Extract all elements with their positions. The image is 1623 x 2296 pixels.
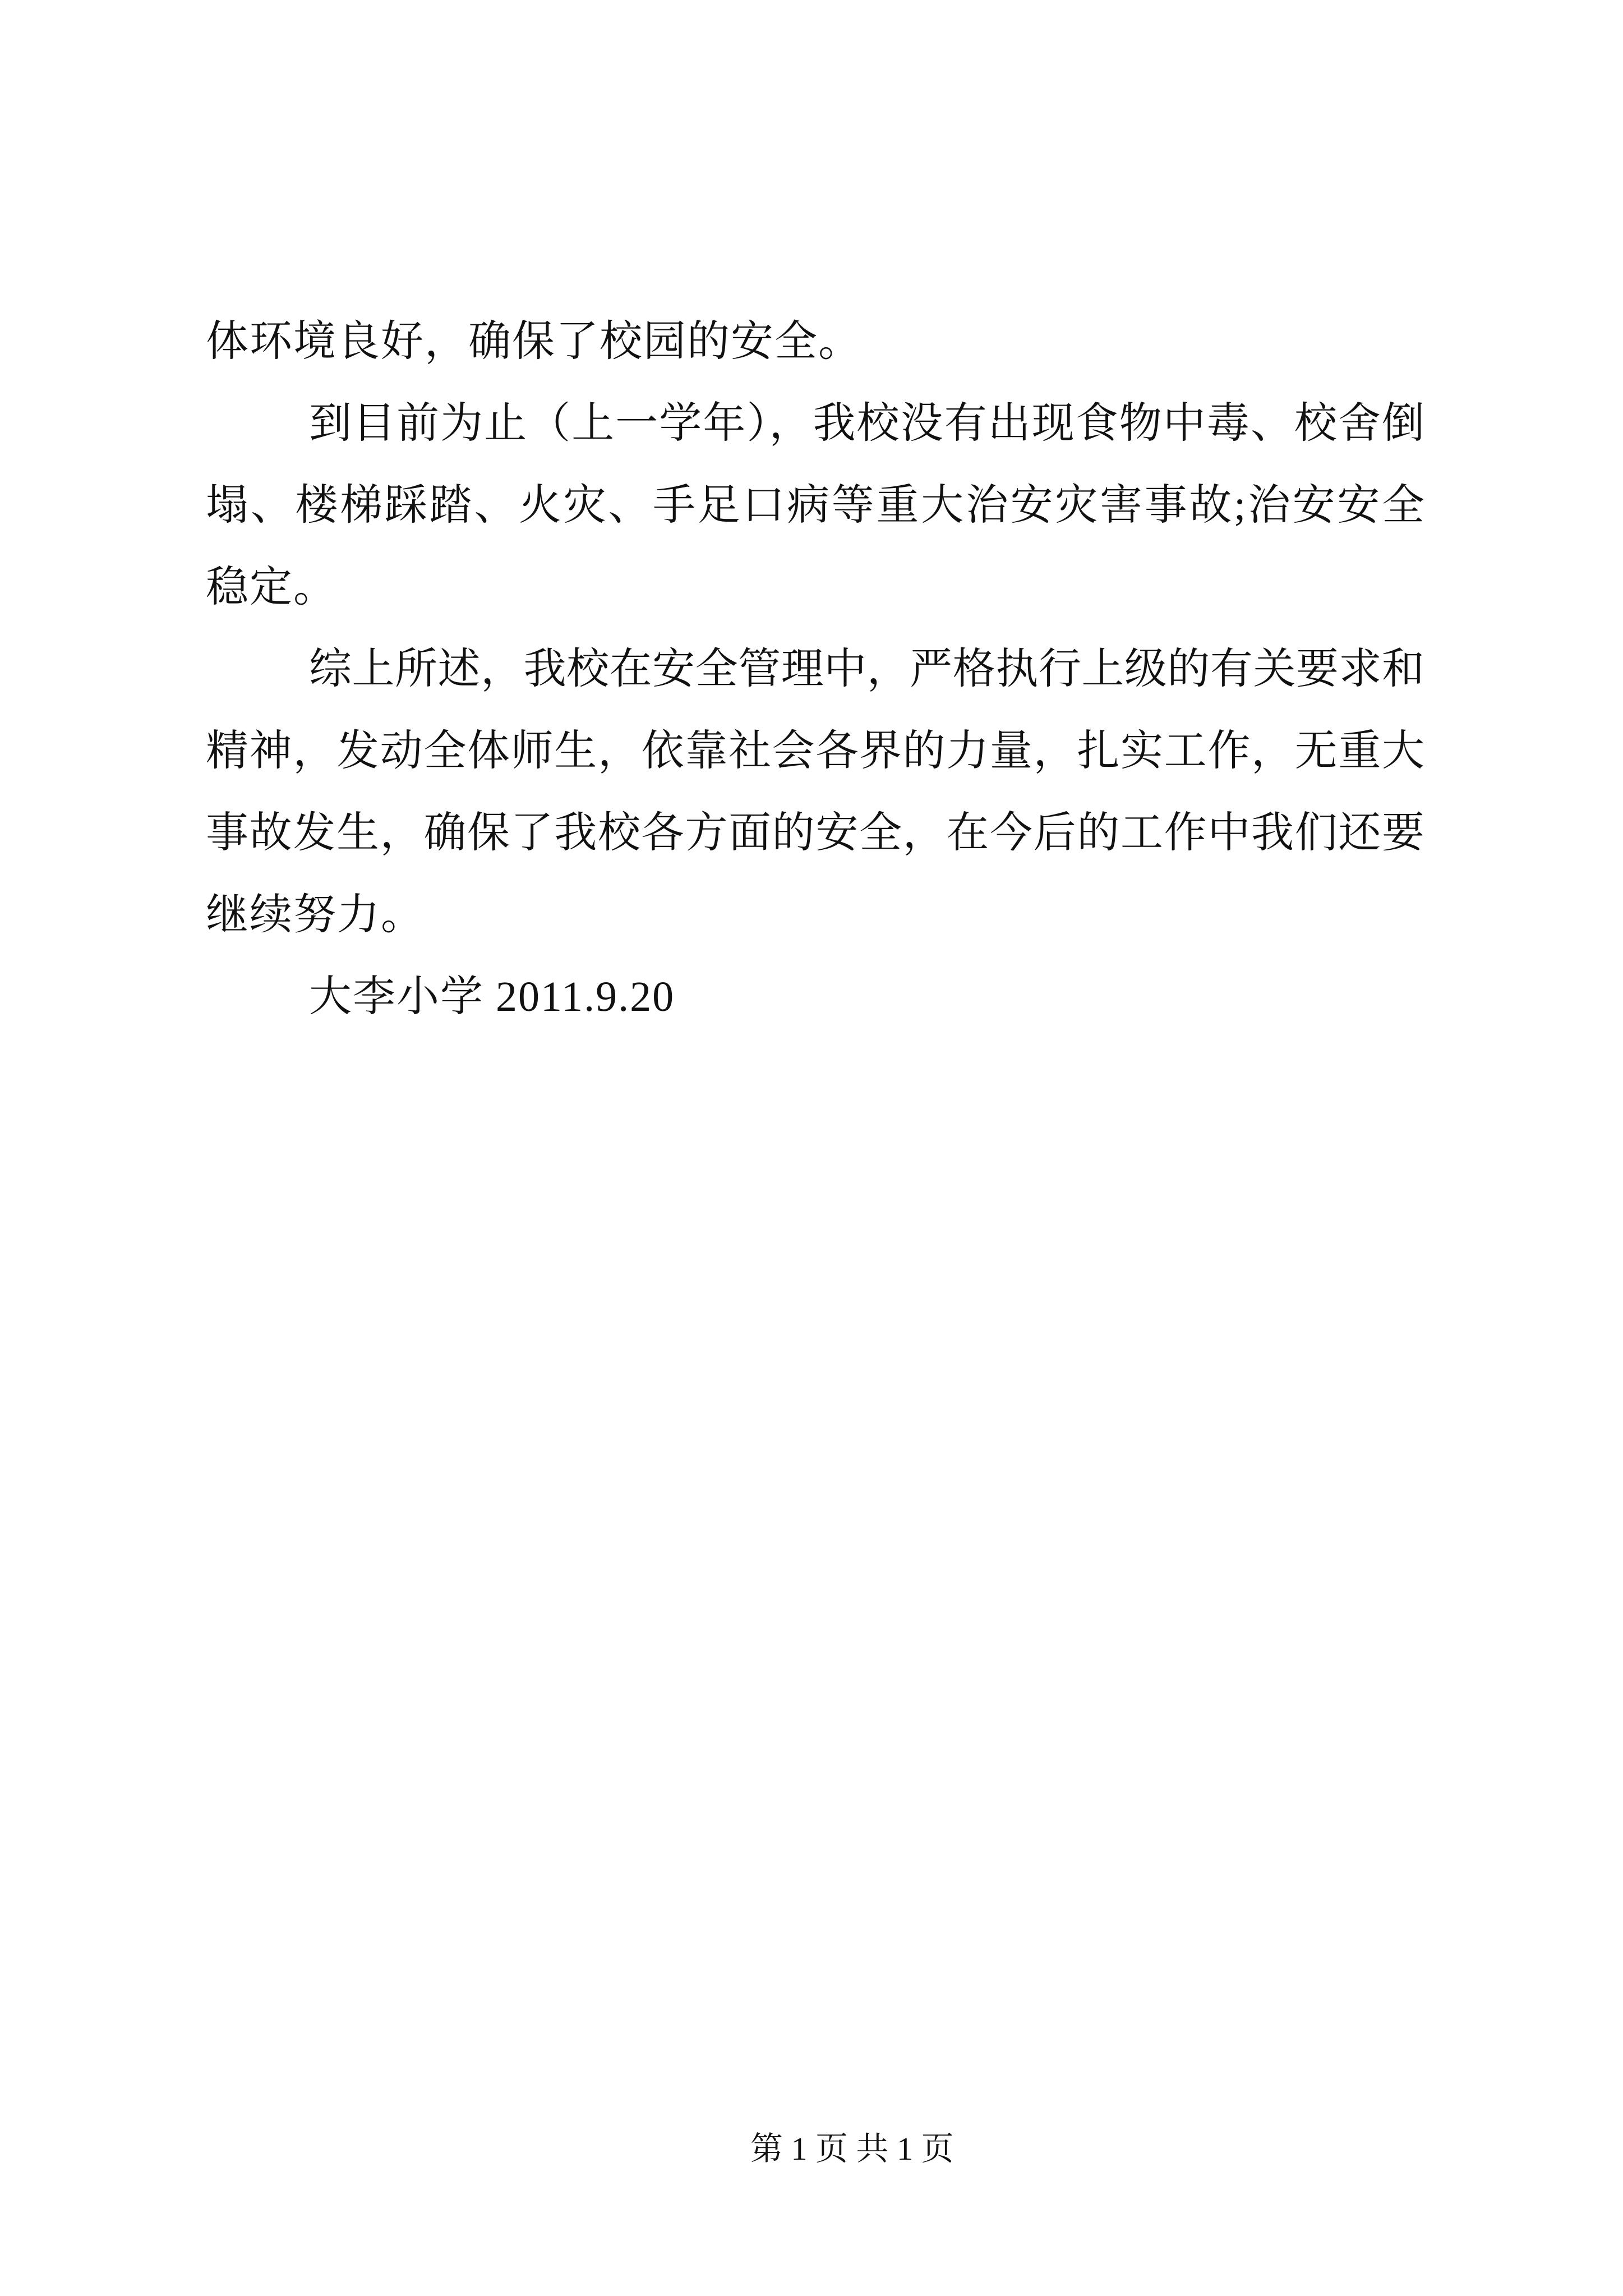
page-footer: 第 1 页 共 1 页 xyxy=(750,2131,954,2167)
paragraph-line: 精神，发动全体师生，依靠社会各界的力量，扎实工作，无重大 xyxy=(206,728,1424,775)
paragraph-line: 塌、楼梯踩踏、火灾、手足口病等重大治安灾害事故;治安安全 xyxy=(206,482,1424,529)
signature-paragraph xyxy=(206,956,1424,1038)
paragraph xyxy=(206,301,1424,383)
paragraph-line: 事故发生，确保了我校各方面的安全，在今后的工作中我们还要 xyxy=(206,809,1424,857)
signature-line: 大李小学 2011.9.20 xyxy=(309,973,675,1020)
paragraph-line: 继续努力。 xyxy=(206,891,425,938)
paragraph xyxy=(206,628,1424,956)
paragraph-line: 体环境良好，确保了校园的安全。 xyxy=(206,318,862,365)
paragraph-line: 综上所述，我校在安全管理中，严格执行上级的有关要求和 xyxy=(309,646,1424,693)
paragraph xyxy=(206,383,1424,628)
document-body xyxy=(206,301,1424,1038)
paragraph-line: 稳定。 xyxy=(206,564,337,611)
paragraph-line: 到目前为止（上一学年），我校没有出现食物中毒、校舍倒 xyxy=(309,400,1424,447)
